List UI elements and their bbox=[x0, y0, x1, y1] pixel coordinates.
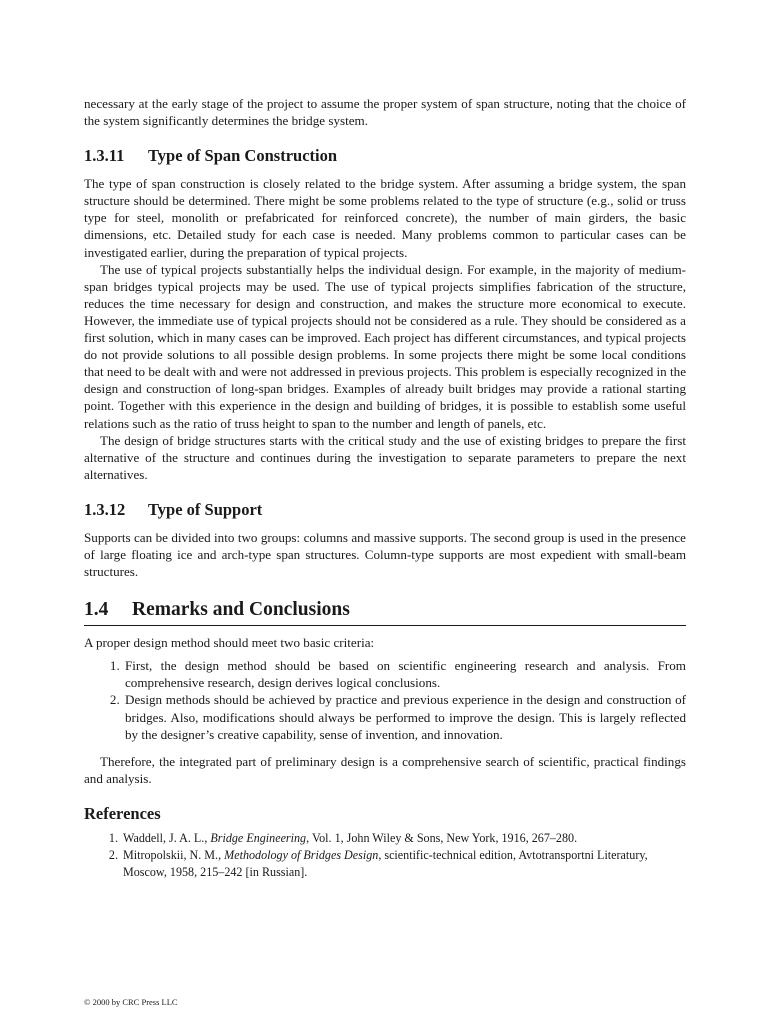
copyright-footer: © 2000 by CRC Press LLC bbox=[84, 997, 178, 1007]
paragraph: The design of bridge structures starts with the critical study and the use of existing bridges to prepare the first alternative of the structure and continues during the investigation to separate parameters to prepare the next alternatives. bbox=[84, 432, 686, 482]
section-number: 1.3.11 bbox=[84, 146, 125, 166]
conclusion-paragraph: Therefore, the integrated part of preliminary design is a comprehensive search of scientific, practical findings and analysis. bbox=[84, 753, 686, 786]
section-title: Type of Span Construction bbox=[148, 146, 338, 166]
paragraph: A proper design method should meet two basic criteria: bbox=[84, 635, 375, 651]
paragraph: Supports can be divided into two groups: columns and massive supports. The second group is used in the presence of large floating ice and arch-type span structures. Column-type supports are most expedient with small-beam structures. bbox=[84, 529, 686, 580]
paragraph: The use of typical projects substantially helps the individual design. For example, in the majority of medium-span bridges typical projects may be used. The use of typical projects simplifies fabrication of the structure, reduces the time necessary for design and construction, and makes the structure more economical to execute. However, the immediate use of typical projects should not be considered as a rule. They should be considered as a first solution, which in many cases can be improved. Each project has different circumstances, and typical projects do not provide solutions to all possible design problems. In some projects there might be some local conditions that need to be dealt with and were not addressed in previous projects. This problem is especially recognized in the design and construction of long-span bridges. Examples of already built bridges may provide a rational starting point. Together with this experience in the design and building of bridges, it is possible to establish some useful relations such as the ratio of truss height to span to the number and length of panels, etc. bbox=[84, 261, 686, 431]
section-heading-1-4 bbox=[84, 598, 686, 626]
reference-item: 1. Waddell, J. A. L., Bridge Engineering, Vol. 1, John Wiley & Sons, New York, 1916, 267–280. bbox=[121, 830, 686, 847]
section-heading-1-3-12 bbox=[84, 500, 686, 520]
section-heading-1-3-11 bbox=[84, 146, 686, 166]
intro-paragraph: necessary at the early stage of the project to assume the proper system of span structure, noting that the choice of the system significantly determines the bridge system. bbox=[84, 96, 686, 129]
paragraph: The type of span construction is closely related to the bridge system. After assuming a bridge system, the span structure should be determined. There might be some problems related to the type of structure (e.g., solid or truss type for steel, monolith or prefabricated for reinforced concrete), the number of main girders, the basic dimensions, etc. Detailed study for each case is needed. Many problems common to particular cases can be investigated earlier, during the preparation of typical projects. bbox=[84, 176, 686, 260]
criteria-list bbox=[84, 657, 686, 742]
list-item: 1. First, the design method should be based on scientific engineering research and analysis. From comprehensive research, design derives logical conclusions. bbox=[123, 657, 686, 691]
section-number: 1.4 bbox=[84, 599, 109, 621]
reference-item: 2. Mitropolskii, N. M., Methodology of Bridges Design, scientific-technical edition, Avtotransportni Literatury, Moscow, 1958, 215–242 [in Russian]. bbox=[121, 847, 686, 881]
section-number: 1.3.12 bbox=[84, 499, 126, 519]
references-list bbox=[84, 830, 686, 881]
list-item: 2. Design methods should be achieved by practice and previous experience in the design and construction of bridges. Also, modifications should always be performed to improve the design. This is largely reflected by the designer’s creative capability, sense of invention, and innovation. bbox=[123, 691, 686, 742]
references-heading: References bbox=[84, 803, 161, 823]
section-title: Type of Support bbox=[148, 499, 263, 519]
page-body bbox=[84, 95, 686, 881]
section-title: Remarks and Conclusions bbox=[132, 599, 350, 621]
reference-title: Bridge Engineering bbox=[210, 830, 307, 845]
reference-title: Methodology of Bridges Design bbox=[224, 847, 379, 862]
